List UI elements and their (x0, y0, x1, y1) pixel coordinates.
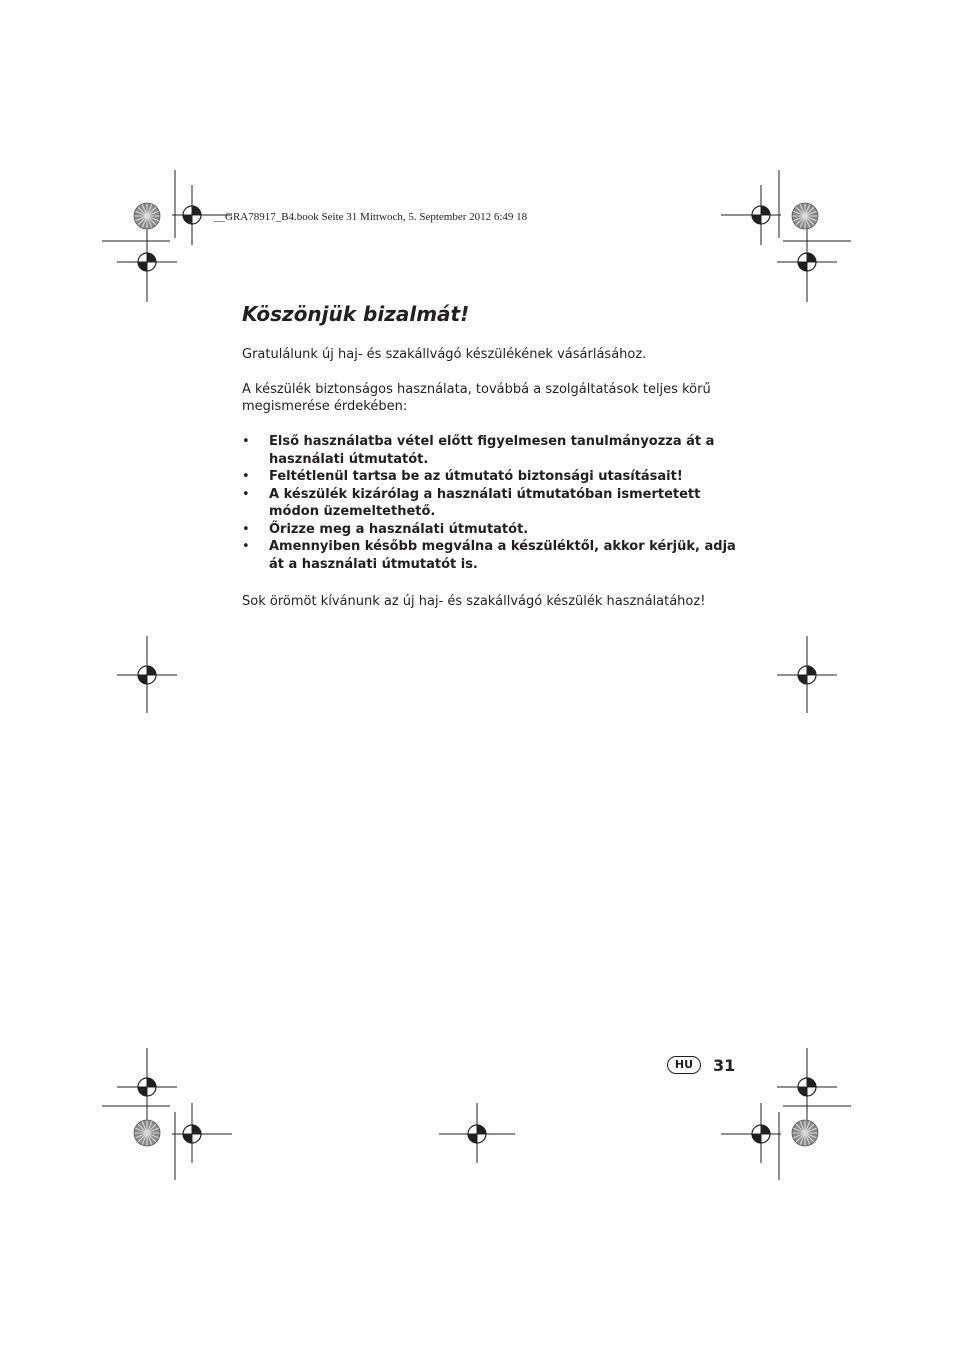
list-item (242, 521, 742, 539)
page-footer (667, 1055, 735, 1075)
list-item (242, 468, 742, 486)
list-item (242, 538, 742, 573)
instruction-list (242, 433, 742, 573)
closing-paragraph: Sok örömöt kívánunk az új haj- és szakállvágó készülék használatához! (242, 594, 706, 609)
bullet-icon: • (242, 486, 250, 502)
print-slug: __GRA78917_B4.book Seite 31 Mittwoch, 5. September 2012 6:49 18 (214, 211, 528, 223)
list-item (242, 486, 742, 521)
bullet-icon: • (242, 434, 250, 449)
page-title: Köszönjük bizalmát! (242, 302, 470, 326)
bullet-icon: • (242, 539, 250, 554)
page-number: 31 (713, 1055, 736, 1075)
bullet-icon: • (242, 521, 250, 537)
list-item-text: Őrizze meg a használati útmutatót. (269, 521, 529, 537)
list-item-text: Amennyiben később megválna a készüléktől, akkor kérjük, adja át a használati útmutatót is. (269, 539, 736, 572)
color-star-marks (134, 203, 818, 1146)
crop-lines (102, 170, 851, 1180)
list-item-text: Feltétlenül tartsa be az útmutató biztonsági utasításait! (269, 469, 683, 484)
list-item (242, 433, 742, 468)
lead-paragraph: A készülék biztonságos használata, továbbá a szolgáltatások teljes körű megismerése érdekében: (242, 382, 711, 414)
bullet-icon: • (242, 469, 250, 484)
list-item-text: A készülék kizárólag a használati útmutatóban ismertetett módon üzemeltethető. (269, 486, 701, 519)
intro-paragraph: Gratulálunk új haj- és szakállvágó készülékének vásárlásához. (242, 347, 647, 362)
list-item-text: Első használatba vétel előtt figyelmesen tanulmányozza át a használati útmutatót. (269, 434, 715, 467)
language-badge: HU (667, 1056, 701, 1074)
registration-marks (133, 201, 821, 1148)
